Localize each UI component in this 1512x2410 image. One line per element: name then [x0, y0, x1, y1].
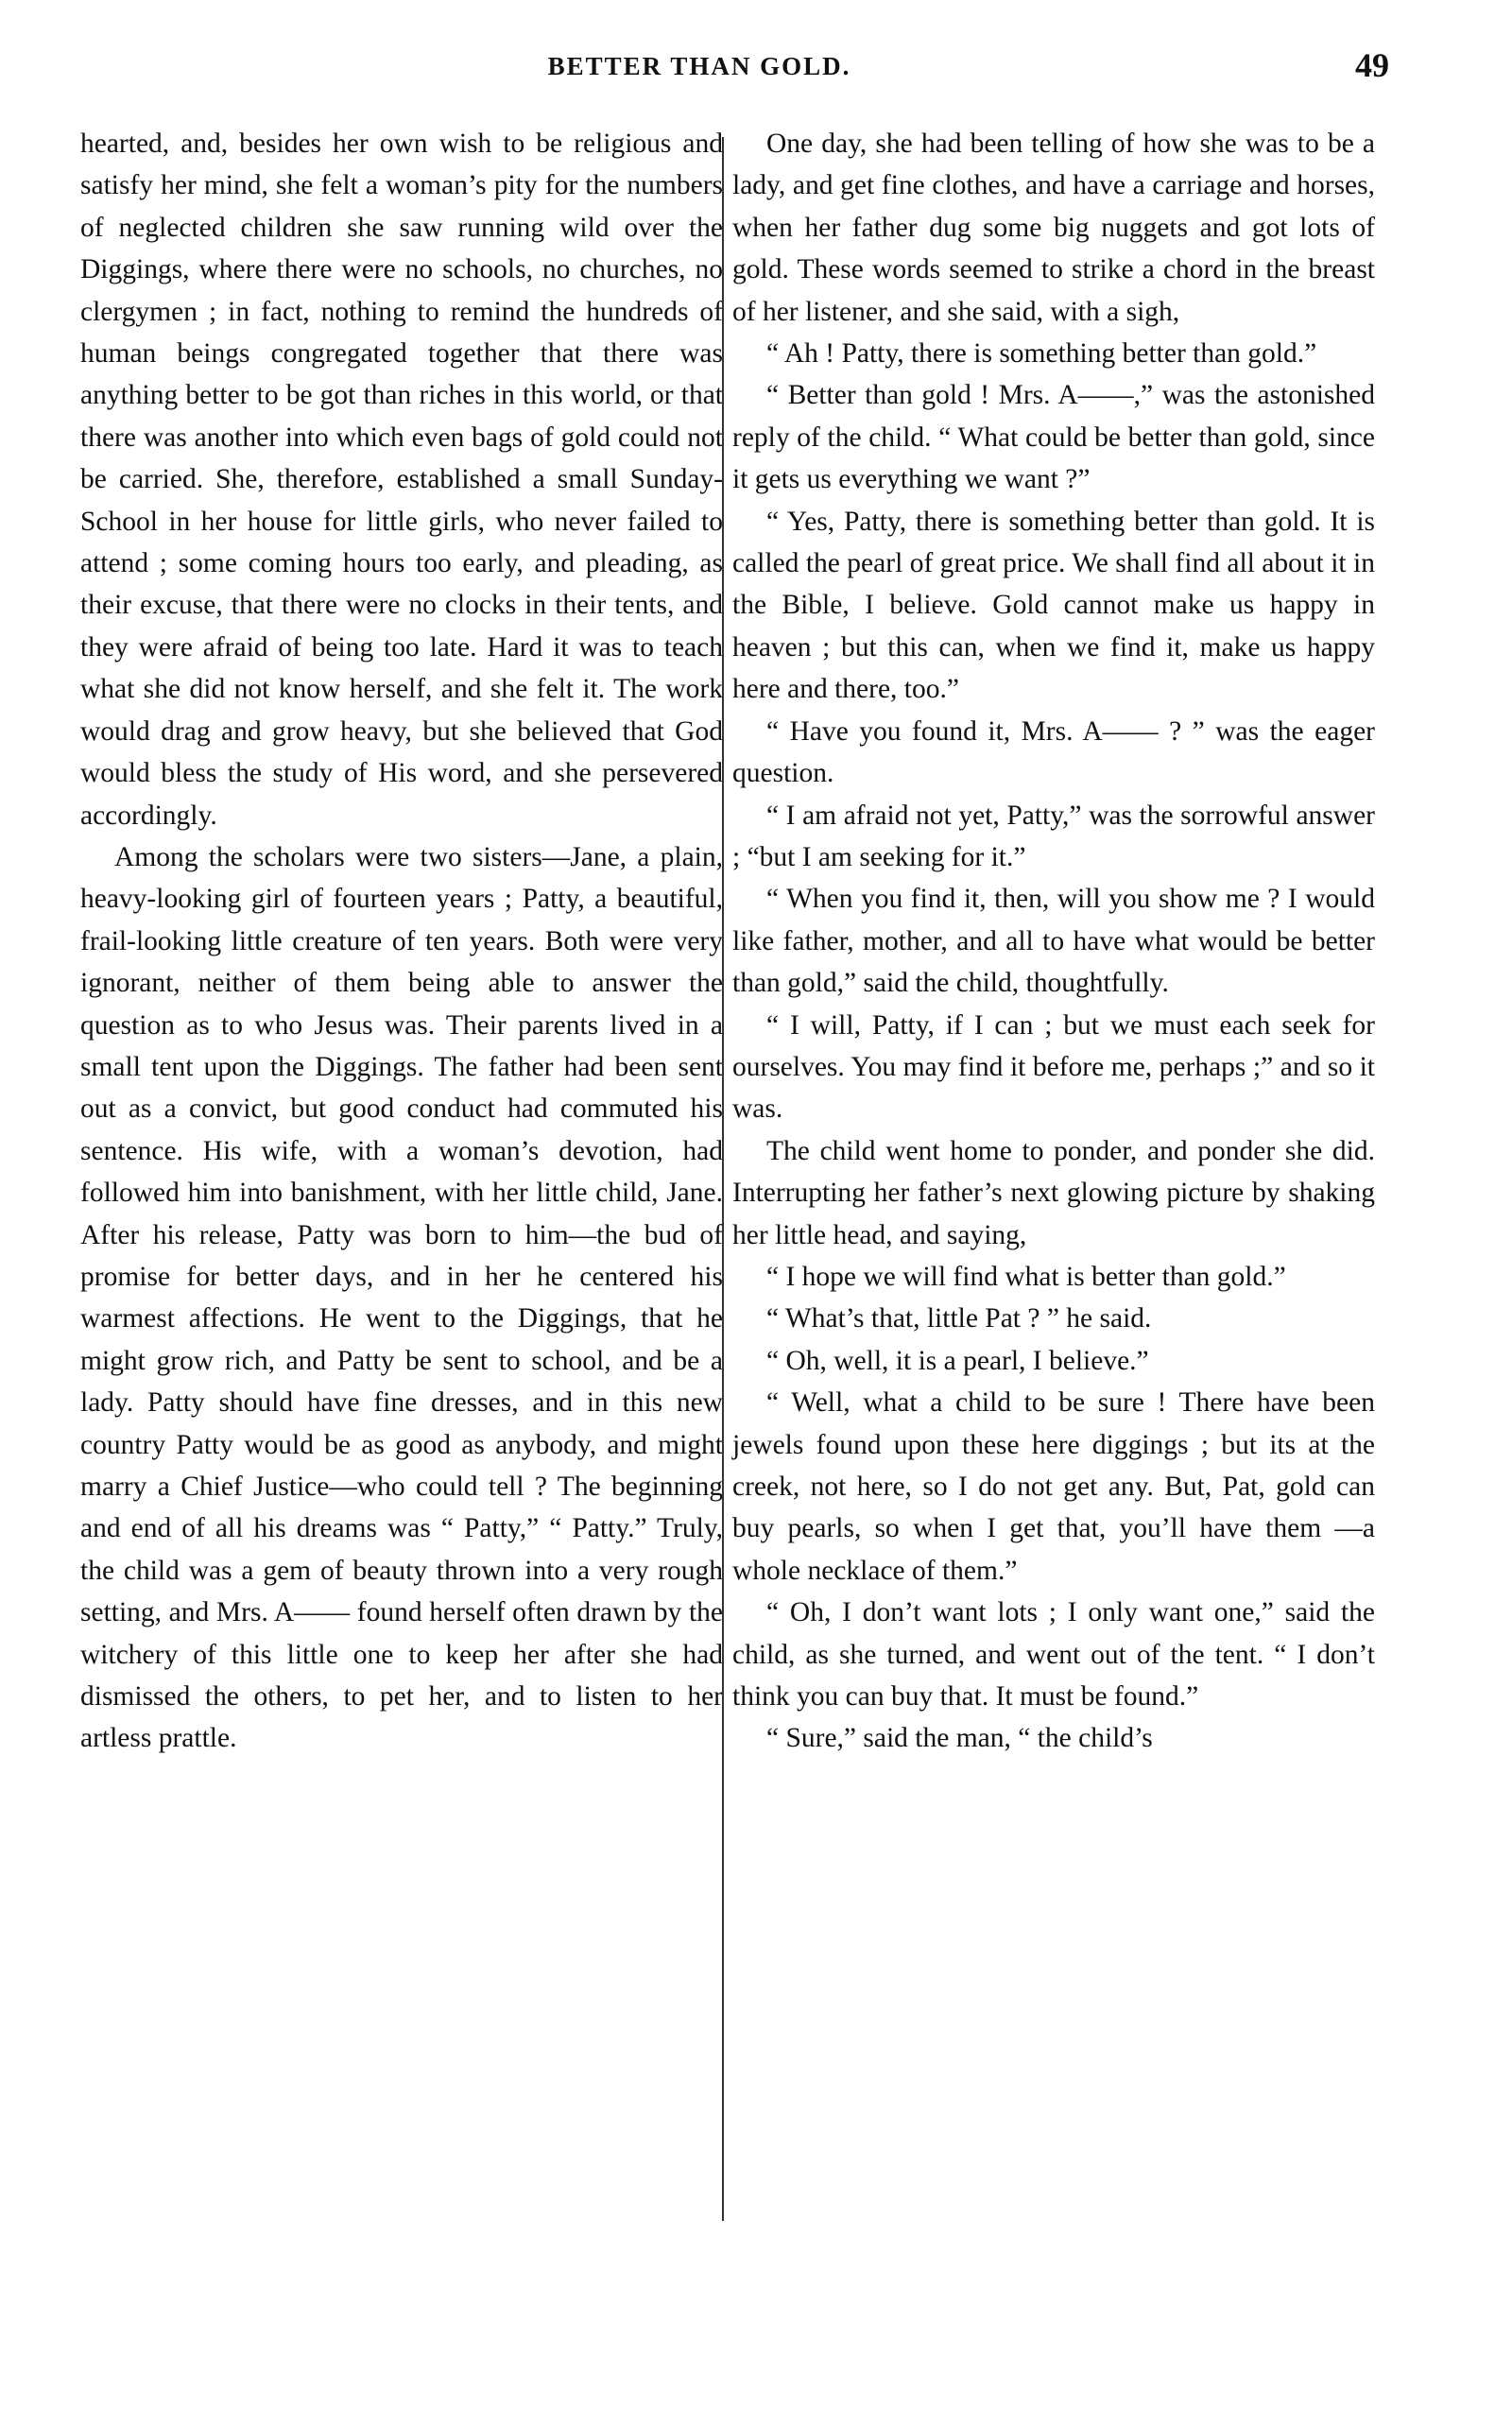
left-column [80, 123, 723, 1760]
paragraph: “ I am afraid not yet, Patty,” was the sorrowful answer ; “but I am seeking for it.” [732, 800, 1375, 872]
column-divider [722, 137, 724, 2221]
page-number: 49 [1355, 46, 1389, 84]
paragraph: “ What’s that, little Pat ? ” he said. [766, 1303, 1152, 1334]
paragraph: “ I hope we will find what is better than gold.” [766, 1261, 1286, 1292]
paragraph: “ Oh, well, it is a pearl, I believe.” [766, 1345, 1149, 1376]
paragraph: “ Have you found it, Mrs. A—— ? ” was the eager question. [732, 715, 1375, 789]
paragraph: “ Oh, I don’t want lots ; I only want one,” said the child, as she turned, and went out of the tent. “ I don’t think you can buy that. It must be found.” [732, 1597, 1375, 1713]
paragraph: The child went home to ponder, and ponder she did. Interrupting her father’s next glowing picture by shaking her little head, and saying, [732, 1135, 1375, 1250]
paragraph: “ Sure,” said the man, “ the child’s [766, 1723, 1153, 1754]
paragraph: “ Yes, Patty, there is something better than gold. It is called the pearl of great price. We shall find all about it in the Bible, I believe. Gold cannot make us happy in heaven ; but this can, when we find it, make us happy here and there, too.” [732, 506, 1375, 705]
paragraph: “ I will, Patty, if I can ; but we must each seek for ourselves. You may find it before me, perhaps ;” and so it was. [732, 1009, 1375, 1125]
right-column [732, 123, 1375, 1760]
paragraph: Among the scholars were two sisters—Jane, a plain, heavy-looking girl of fourteen years ; Patty, a beautiful, frail-looking little creature of ten years. Both were very ignorant, neither of them being able to answer the question as to who Jesus was. Their parents lived in a small tent upon the Diggings. The father had been sent out as a convict, but good conduct had commuted his sentence. His wife, with a woman’s devotion, had followed him into banishment, with her little child, Jane. After his release, Patty was born to him—the bud of promise for better days, and in her he centered his warmest affections. He went to the Diggings, that he might grow rich, and Patty be sent to school, and be a lady. Patty should have fine dresses, and in this new country Patty would be as good as anybody, and might marry a Chief Justice—who could tell ? The beginning and end of all his dreams was “ Patty,” “ Patty.” Truly, the child was a gem of beauty thrown into a very rough setting, and Mrs. A—— found herself often drawn by the witchery of this little one to keep her after she had dismissed the others, to pet her, and to listen to her artless prattle. [80, 841, 723, 1754]
paragraph: “ When you find it, then, will you show me ? I would like father, mother, and all to have what would be better than gold,” said the child, thoughtfully. [732, 884, 1375, 999]
paragraph: “ Better than gold ! Mrs. A——,” was the astonished reply of the child. “ What could be better than gold, since it gets us everything we want ?” [732, 380, 1375, 495]
paragraph: One day, she had been telling of how she was to be a lady, and get fine clothes, and have a carriage and horses, when her father dug some big nuggets and got lots of gold. These words seemed to strike a chord in the breast of her listener, and she said, with a sigh, [732, 129, 1375, 327]
paragraph: hearted, and, besides her own wish to be religious and satisfy her mind, she felt a woman’s pity for the numbers of neglected children she saw running wild over the Diggings, where there were no schools, no churches, no clergymen ; in fact, nothing to remind the hundreds of human beings congregated together that there was anything better to be got than riches in this world, or that there was another into which even bags of gold could not be carried. She, therefore, established a small Sunday-School in her house for little girls, who never failed to attend ; some coming hours too early, and pleading, as their excuse, that there were no clocks in their tents, and they were afraid of being too late. Hard it was to teach what she did not know herself, and she felt it. The work would drag and grow heavy, but she believed that God would bless the study of His word, and she persevered accordingly. [80, 129, 723, 831]
running-title: BETTER THAN GOLD. [547, 52, 851, 80]
paragraph: “ Ah ! Patty, there is something better than gold.” [766, 338, 1317, 370]
paragraph: “ Well, what a child to be sure ! There have been jewels found upon these here diggings ; but its at the creek, not here, so I do not get any. But, Pat, gold can buy pearls, so when I get that, you’ll have them —a whole necklace of them.” [732, 1387, 1375, 1586]
